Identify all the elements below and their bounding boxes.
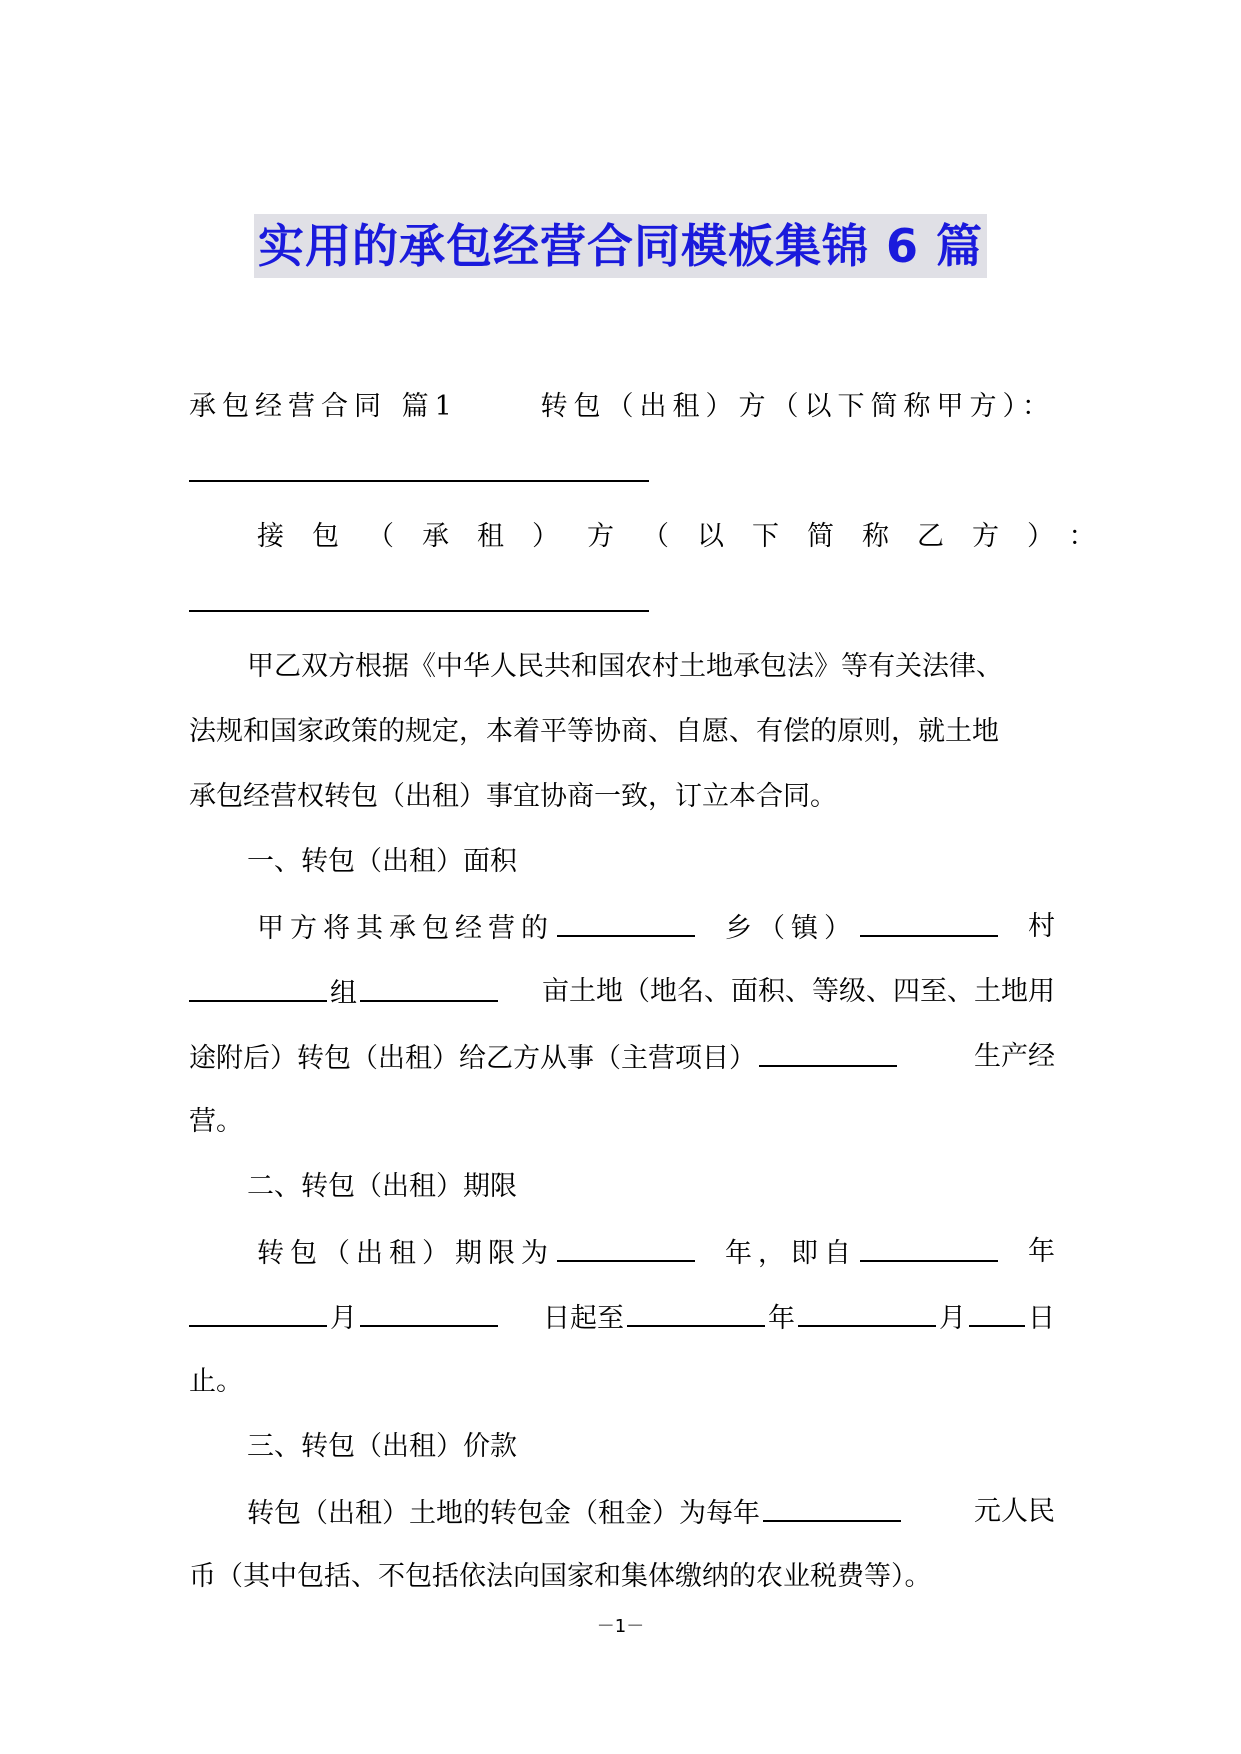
term-text-4: [543, 1295, 1055, 1360]
start-month-blank: [189, 1295, 327, 1327]
area-text-2: [725, 905, 1001, 970]
end-year-blank: [627, 1295, 765, 1327]
start-year-label: 年: [1028, 1236, 1055, 1267]
page-number: －1－: [596, 1616, 645, 1637]
price-blank: [763, 1490, 901, 1522]
area-line-3: [189, 1035, 1055, 1100]
price-label: 转包（出租）土地的转包金（租金）为每年: [247, 1498, 760, 1529]
document-body: [189, 385, 1124, 1620]
end-day-blank: [969, 1295, 1025, 1327]
until-label: 日起至: [543, 1303, 624, 1334]
para-1-line-1: 甲乙双方根据《中华人民共和国农村土地承包法》等有关法律、: [247, 651, 1003, 682]
heading-area: 一、转包（出租）面积: [247, 846, 517, 877]
line-party-a-blank: [189, 450, 1055, 515]
area-line-4: 营。: [189, 1106, 243, 1137]
document-title: 实用的承包经营合同模板集锦 6 篇: [254, 214, 987, 278]
purpose-text: [189, 1035, 900, 1100]
line-party-b: [189, 515, 1124, 580]
heading-term: 二、转包（出租）期限: [247, 1171, 517, 1202]
term-from-label: 年，即自: [725, 1238, 857, 1269]
title-wrap: [0, 214, 1241, 278]
area-line-2: [189, 970, 1055, 1035]
end-day-label: 日: [1028, 1303, 1055, 1334]
term-line-2: [189, 1295, 1055, 1360]
party-b-blank: [189, 580, 649, 612]
price-line-1: [189, 1490, 1055, 1555]
currency-label: 元人民: [974, 1496, 1055, 1527]
price-line-2: 币（其中包括、不包括依法向国家和集体缴纳的农业税费等）。: [189, 1561, 932, 1592]
para-1-line-3: 承包经营权转包（出租）事宜协商一致，订立本合同。: [189, 781, 837, 812]
term-years-blank: [557, 1230, 695, 1262]
mu-blank: [360, 970, 498, 1002]
term-label: 转包（出租）期限为: [257, 1238, 554, 1269]
end-month-label: 月: [939, 1303, 966, 1334]
group-text: [189, 970, 501, 1035]
para-1-line-2: 法规和国家政策的规定，本着平等协商、自愿、有偿的原则，就土地: [189, 716, 999, 747]
start-month-label: 月: [330, 1303, 357, 1334]
village-label: 村: [1028, 911, 1055, 942]
party-a-blank: [189, 450, 649, 482]
township-label: 乡（镇）: [725, 913, 857, 944]
area-label: 甲方将其承包经营的: [257, 913, 554, 944]
line-party-b-blank: [189, 580, 1055, 645]
area-line-1: [189, 905, 1055, 970]
purpose-blank: [759, 1035, 897, 1067]
term-line-1: [189, 1230, 1055, 1295]
party-a-label: 转包（出租）方（以下简称甲方）：: [540, 391, 1055, 422]
start-day-blank: [360, 1295, 498, 1327]
price-text: [247, 1490, 904, 1555]
area-text-1: [257, 905, 698, 970]
township-blank: [557, 905, 695, 937]
purpose-suffix: 生产经: [974, 1041, 1055, 1072]
group-label: 组: [330, 978, 357, 1009]
end-month-blank: [798, 1295, 936, 1327]
term-text-1: [257, 1230, 698, 1295]
party-b-label: 接包（承租）方（以下简称乙方）：: [257, 521, 1124, 552]
start-year-blank: [860, 1230, 998, 1262]
village-blank: [860, 905, 998, 937]
term-text-2: [725, 1230, 1001, 1295]
heading-price: 三、转包（出租）价款: [247, 1431, 517, 1462]
term-line-3: 止。: [189, 1366, 243, 1397]
group-blank: [189, 970, 327, 1002]
line-heading-party-a: [189, 385, 1055, 450]
end-year-label: 年: [768, 1303, 795, 1334]
section-label-1: 承包经营合同 篇1: [189, 391, 458, 422]
mu-label: 亩土地（地名、面积、等级、四至、土地用: [542, 976, 1055, 1007]
purpose-label: 途附后）转包（出租）给乙方从事（主营项目）: [189, 1043, 756, 1074]
term-text-3: [189, 1295, 501, 1360]
